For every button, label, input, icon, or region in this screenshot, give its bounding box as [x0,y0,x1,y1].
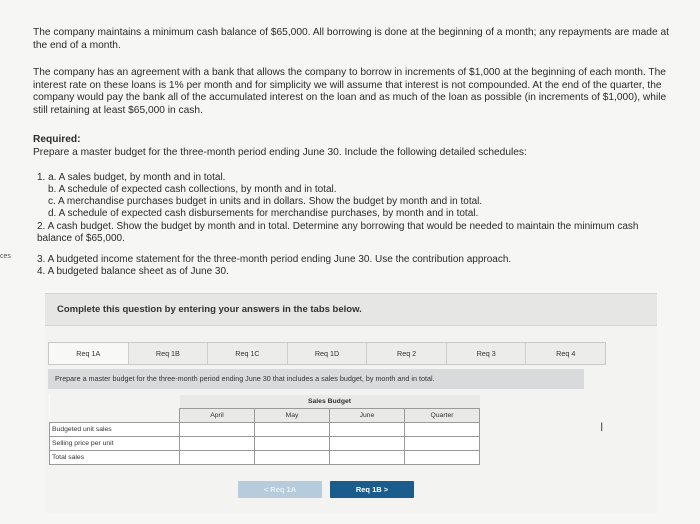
required-subtitle: Prepare a master budget for the three-month period ending June 30. Include the following detailed schedules: [33,147,527,158]
next-req-button[interactable]: Req 1B > [330,481,414,498]
row-label-budgeted-unit-sales: Budgeted unit sales [50,423,180,437]
input-quarter-unit-sales[interactable] [405,423,480,437]
list-item: 3. A budgeted income statement for the three-month period ending June 30. Use the contribution approach. [37,254,512,265]
required-title: Required: [33,134,81,145]
prev-req-button[interactable]: < Req 1A [238,481,322,498]
tab-req-1d[interactable]: Req 1D [288,343,368,364]
input-june-unit-sales[interactable] [330,423,405,437]
row-label-selling-price: Selling price per unit [50,437,180,451]
requirement-tabs [48,342,606,365]
tab-req-3[interactable]: Req 3 [447,343,527,364]
input-quarter-selling-price[interactable] [405,437,480,451]
instruction-text: Complete this question by entering your answers in the tabs below. [57,304,362,315]
column-header-may: May [255,409,330,423]
table-row [50,437,480,451]
tab-req-1b[interactable]: Req 1B [129,343,209,364]
table-row [50,423,480,437]
sales-budget-table [49,395,480,465]
input-april-unit-sales[interactable] [180,423,255,437]
sales-budget-title: Sales Budget [180,395,480,409]
input-may-total-sales[interactable] [255,451,330,465]
list-item: b. A schedule of expected cash collections, by month and in total. [48,184,337,195]
column-header-quarter: Quarter [405,409,480,423]
left-edge-label: ces [0,253,11,260]
input-april-selling-price[interactable] [180,437,255,451]
tab-req-4[interactable]: Req 4 [526,343,605,364]
list-item: d. A schedule of expected cash disbursements for merchandise purchases, by month and in total. [48,208,479,219]
header-blank [50,395,180,409]
intro-paragraph-1: The company maintains a minimum cash balance of $65,000. All borrowing is done at the beginning of a month; any repayments are made at the end of a month. [33,27,669,51]
input-may-unit-sales[interactable] [255,423,330,437]
tab-description-bar [48,369,584,389]
input-quarter-total-sales[interactable] [405,451,480,465]
list-item: 1. a. A sales budget, by month and in total. [37,172,226,183]
tab-req-1a[interactable]: Req 1A [49,343,129,364]
text-cursor-icon: I [600,420,604,434]
input-april-total-sales[interactable] [180,451,255,465]
input-june-total-sales[interactable] [330,451,405,465]
tab-description: Prepare a master budget for the three-month period ending June 30 that includes a sales budget, by month and in total. [55,374,435,383]
list-item: c. A merchandise purchases budget in units and in dollars. Show the budget by month and in total. [48,196,483,207]
input-june-selling-price[interactable] [330,437,405,451]
header-blank [50,409,180,423]
intro-paragraph-2: The company has an agreement with a bank that allows the company to borrow in increments of $1,000 at the beginning of each month. The interest rate on these loans is 1% per month and for simplicity we will assume that interest is not compounded. At the end of the quarter, the company would pay the bank all of the accumulated interest on the loan and as much of the loan as possible (in increments of $1,000), while still retaining at least $65,000 in cash. [33,67,667,116]
tab-req-2[interactable]: Req 2 [367,343,447,364]
input-may-selling-price[interactable] [255,437,330,451]
instruction-bar [45,293,657,326]
tab-req-1c[interactable]: Req 1C [208,343,288,364]
table-row [50,451,480,465]
list-item: 2. A cash budget. Show the budget by month and in total. Determine any borrowing that would be needed to maintain the minimum cash balance of $65,000. [37,221,639,245]
column-header-june: June [330,409,405,423]
row-label-total-sales: Total sales [50,451,180,465]
list-item: 4. A budgeted balance sheet as of June 30. [37,266,229,277]
column-header-april: April [180,409,255,423]
